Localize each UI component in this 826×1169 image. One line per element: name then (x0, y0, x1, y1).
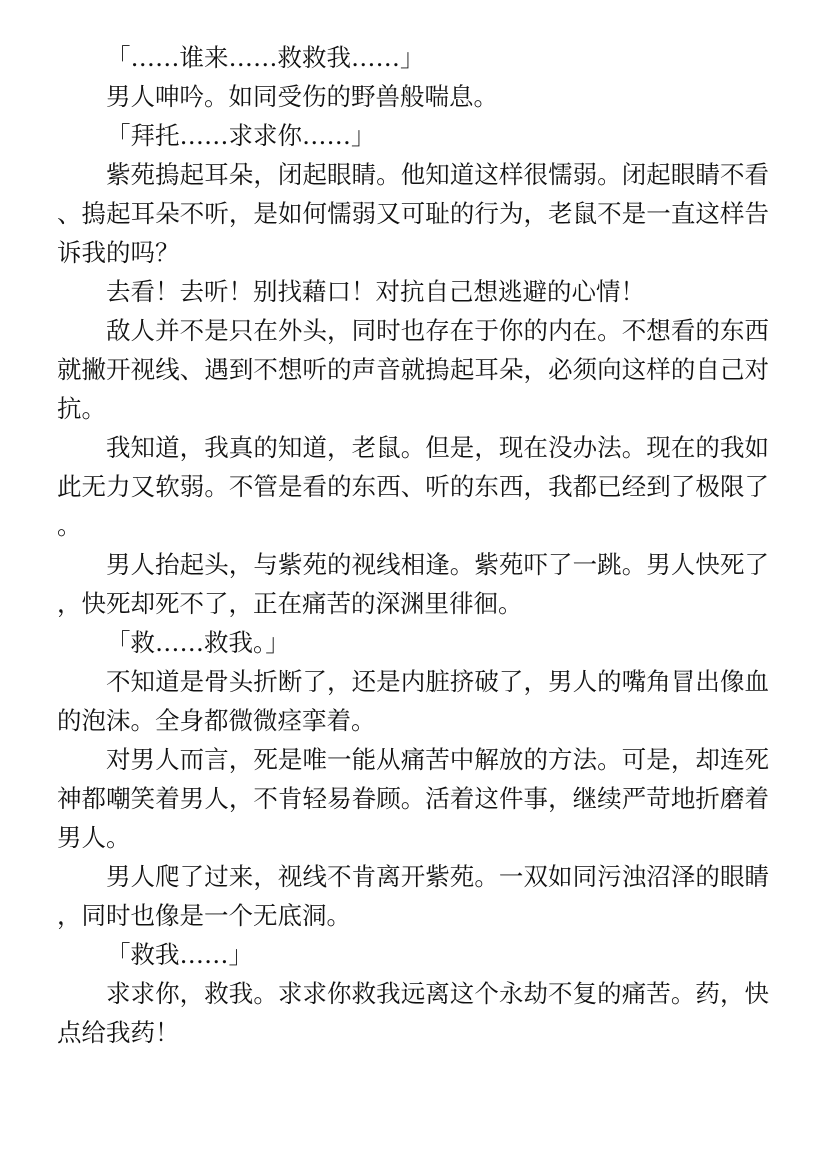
paragraph: 敌人并不是只在外头，同时也存在于你的内在。不想看的东西就撇开视线、遇到不想听的声音就摀起耳朵，必须向这样的自己对抗。 (57, 316, 769, 423)
paragraph: 「拜托……求求你……」 (106, 121, 376, 150)
paragraph: 男人呻吟。如同受伤的野兽般喘息。 (106, 82, 498, 111)
paragraph: 去看！去听！别找藉口！对抗自己想逃避的心情！ (106, 277, 645, 306)
paragraph: 「救……救我。」 (106, 628, 290, 657)
document-page (57, 38, 769, 1052)
paragraph: 对男人而言，死是唯一能从痛苦中解放的方法。可是，却连死神都嘲笑着男人，不肯轻易眷顾。活着这件事，继续严苛地折磨着男人。 (57, 745, 769, 852)
paragraph: 男人爬了过来，视线不肯离开紫苑。一双如同污浊沼泽的眼睛，同时也像是一个无底洞。 (57, 862, 769, 930)
paragraph: 「救我……」 (106, 940, 253, 969)
paragraph: 求求你，救我。求求你救我远离这个永劫不复的痛苦。药，快点给我药！ (57, 979, 769, 1047)
paragraph: 不知道是骨头折断了，还是内脏挤破了，男人的嘴角冒出像血的泡沫。全身都微微痉挛着。 (57, 667, 769, 735)
paragraph: 我知道，我真的知道，老鼠。但是，现在没办法。现在的我如此无力又软弱。不管是看的东西、听的东西，我都已经到了极限了。 (57, 433, 769, 540)
paragraph: 男人抬起头，与紫苑的视线相逢。紫苑吓了一跳。男人快死了，快死却死不了，正在痛苦的深渊里徘徊。 (57, 550, 769, 618)
paragraph: 紫苑摀起耳朵，闭起眼睛。他知道这样很懦弱。闭起眼睛不看、摀起耳朵不听，是如何懦弱又可耻的行为，老鼠不是一直这样告诉我的吗？ (57, 160, 769, 267)
paragraph: 「……谁来……救救我……」 (106, 43, 425, 72)
